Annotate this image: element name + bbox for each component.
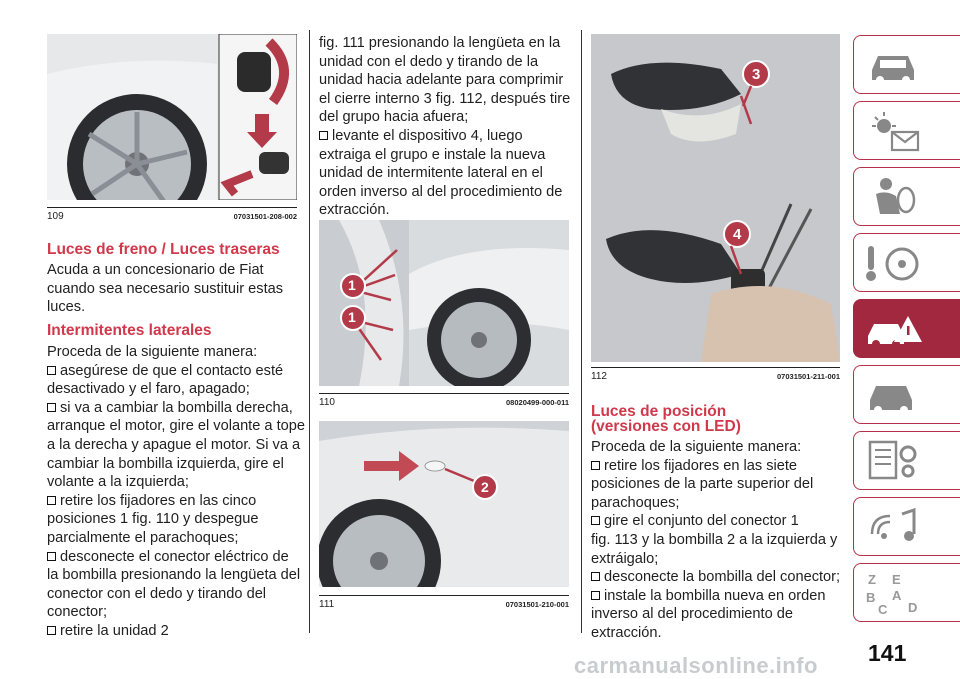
list-item — [591, 512, 841, 531]
text-line: retire los fijadores en las cinco — [60, 492, 257, 509]
technical-data-tab-icon — [862, 438, 926, 484]
section-heading-brake-lights: Luces de freno / Luces traseras — [47, 241, 280, 258]
checkbox-bullet-icon — [591, 461, 600, 470]
checkbox-bullet-icon — [47, 496, 56, 505]
emergency-car-tab-icon — [862, 306, 926, 352]
checkbox-bullet-icon — [47, 403, 56, 412]
figure-112-code: 07031501-211-001 — [777, 372, 840, 381]
callout-1-lower: 1 — [348, 309, 356, 325]
list-item — [47, 548, 309, 567]
procedure-intro: Proceda de la siguiente manera: — [47, 344, 258, 360]
procedure-position-lights — [591, 438, 841, 643]
warning-lights-tab-icon — [862, 108, 926, 154]
text-line: retire los fijadores en las siete — [604, 457, 798, 474]
svg-text:D: D — [908, 600, 918, 615]
text-line: del grupo hacia afuera; — [319, 109, 469, 126]
text-line: orden inverso al del procedimiento de — [319, 183, 563, 200]
callout-3: 3 — [752, 66, 761, 83]
multimedia-tab-icon — [862, 504, 926, 550]
text-line: conector con el dedo y tirando del — [47, 585, 267, 602]
watermark-footer: carmanualsonline.info — [574, 653, 818, 678]
figure-110-number: 110 — [319, 397, 335, 408]
tab-starting-driving[interactable] — [853, 233, 960, 292]
text-line: asegúrese de que el contacto esté — [60, 362, 284, 379]
callout-4: 4 — [733, 226, 742, 243]
figure-112-rule — [591, 367, 840, 368]
column-divider — [581, 30, 582, 633]
text-line: retire la unidad 2 — [60, 622, 169, 639]
text-line: fig. 111 presionando la lengüeta en la — [319, 35, 561, 51]
text-line: cuando sea necesario sustituir estas — [47, 280, 284, 297]
page-number: 141 — [868, 640, 907, 666]
tab-multimedia[interactable] — [853, 497, 960, 556]
list-item — [47, 362, 309, 381]
text-line: a la derecha y apague el motor. Si va a — [47, 436, 301, 453]
text-line: arranque el motor, gire el volante a tope — [47, 418, 305, 435]
text-line: conector; — [47, 604, 108, 621]
list-item — [591, 568, 841, 587]
callout-2: 2 — [481, 479, 489, 495]
tab-technical-data[interactable] — [853, 431, 960, 490]
list-item — [591, 457, 841, 476]
text-line: parcialmente el parachoques; — [47, 529, 239, 546]
checkbox-bullet-icon — [591, 572, 600, 581]
figure-110-code: 08020499-000-011 — [506, 398, 569, 407]
list-item — [591, 587, 841, 606]
text-line: desconecte la bombilla del conector; — [604, 569, 841, 586]
svg-text:Z: Z — [868, 572, 876, 587]
list-item — [47, 492, 309, 511]
text-line: gire el conjunto del conector 1 — [604, 513, 799, 530]
figure-110-rule — [319, 393, 569, 394]
list-item — [47, 622, 309, 641]
list-item — [47, 399, 309, 418]
figure-112-photo — [591, 34, 840, 362]
figure-111-code: 07031501-210-001 — [505, 600, 569, 609]
text-line: volante a la izquierda; — [47, 474, 189, 491]
text-line: posiciones 1 fig. 110 y despegue — [47, 511, 259, 528]
text-line: extracción. — [319, 202, 390, 219]
figure-109-rule — [47, 207, 297, 208]
text-line: extráigalo; — [591, 550, 659, 567]
list-item — [319, 127, 575, 146]
text-line: unidad hacia adelante para comprimir — [319, 72, 564, 89]
svg-text:A: A — [892, 588, 902, 603]
text-line: extraiga el grupo e instale la nueva — [319, 146, 546, 163]
text-line: unidad de intermitente lateral en el — [319, 165, 543, 182]
tab-maintenance[interactable] — [853, 365, 960, 424]
figure-109-code: 07031501-208-002 — [233, 212, 297, 221]
checkbox-bullet-icon — [47, 626, 56, 635]
tab-index[interactable] — [853, 563, 960, 622]
section-heading-position-lights: Luces de posición — [591, 403, 727, 420]
text-line: unidad con el dedo y tirando de la — [319, 53, 539, 70]
text-line: la bombilla presionando la lengüeta del — [47, 567, 301, 584]
checkbox-bullet-icon — [319, 131, 328, 140]
safety-airbag-tab-icon — [862, 174, 926, 220]
section-heading-side-indicators: Intermitentes laterales — [47, 322, 212, 339]
steering-wheel-key-tab-icon — [862, 240, 926, 286]
checkbox-bullet-icon — [47, 552, 56, 561]
column-divider — [309, 30, 310, 633]
checkbox-bullet-icon — [47, 366, 56, 375]
text-line: el cierre interno 3 fig. 112, después tire — [319, 90, 571, 107]
procedure-continuation — [319, 34, 575, 220]
text-line: instale la bombilla nueva en orden — [604, 587, 826, 604]
text-line: posiciones de la parte superior del parachoques; — [591, 476, 814, 511]
text-line: desactivado y el faro, apagado; — [47, 381, 250, 398]
text-line: desconecte el conector eléctrico de — [60, 548, 289, 565]
tab-car-dashboard[interactable] — [853, 35, 960, 94]
figure-111-rule — [319, 595, 569, 596]
figure-111-photo — [319, 421, 569, 587]
text-line: luces. — [47, 299, 86, 316]
paragraph-brake-lights — [47, 261, 307, 317]
index-tab-icon — [862, 570, 926, 616]
figure-110-photo — [319, 220, 569, 386]
svg-text:C: C — [878, 602, 888, 616]
procedure-side-indicators — [47, 343, 309, 641]
svg-text:B: B — [866, 590, 876, 605]
tab-warning-lights[interactable] — [853, 101, 960, 160]
text-line: levante el dispositivo 4, luego — [332, 127, 523, 144]
procedure-intro: Proceda de la siguiente manera: — [591, 439, 802, 455]
text-line: si va a cambiar la bombilla derecha, — [60, 399, 293, 416]
figure-112-number: 112 — [591, 371, 607, 382]
text-line: inverso al del procedimiento de — [591, 606, 793, 623]
section-subheading-led: (versiones con LED) — [591, 418, 741, 435]
figure-109-number: 109 — [47, 211, 64, 222]
checkbox-bullet-icon — [591, 516, 600, 525]
tab-emergency[interactable] — [853, 299, 960, 358]
figure-111-number: 111 — [319, 599, 335, 610]
text-line: fig. 113 y la bombilla 2 a la izquierda y — [591, 531, 838, 548]
text-line: Acuda a un concesionario de Fiat — [47, 262, 264, 278]
car-dashboard-tab-icon — [862, 42, 926, 88]
callout-1-upper: 1 — [348, 277, 356, 293]
tab-safety[interactable] — [853, 167, 960, 226]
maintenance-car-tab-icon — [862, 372, 926, 418]
text-line: extracción. — [591, 624, 662, 641]
checkbox-bullet-icon — [591, 591, 600, 600]
svg-text:E: E — [892, 572, 901, 587]
text-line: cambiar la bombilla izquierda, gire el — [47, 455, 284, 472]
figure-109-photo — [47, 34, 297, 200]
